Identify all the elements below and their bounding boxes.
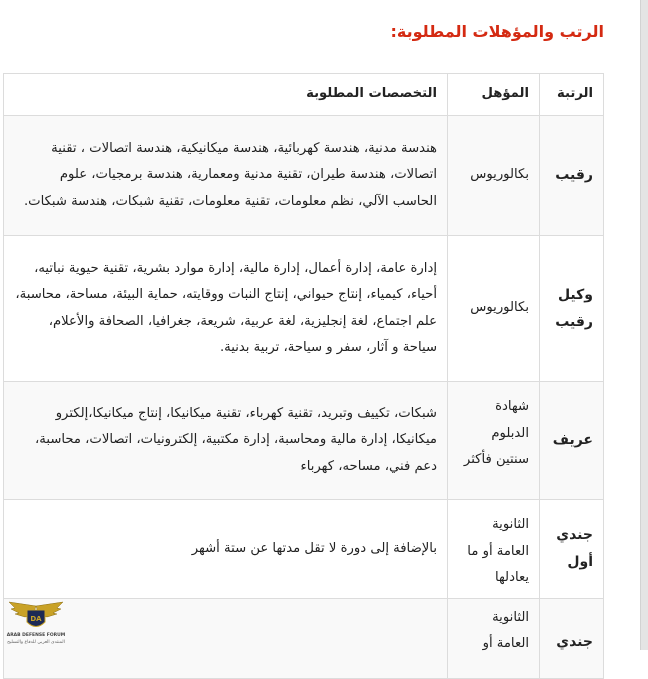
scrollbar-track[interactable]: [640, 0, 648, 650]
section-heading: الرتب والمؤهلات المطلوبة:: [390, 22, 604, 41]
specializations-cell: هندسة مدنية، هندسة كهربائية، هندسة ميكانيكية، هندسة اتصالات ، تقنية اتصالات، هندسة طيران، تقنية مدنية ومعمارية، هندسة برمجيات، علوم الحاسب الآلي، نظم معلومات، تقنية معلومات، تقنية شبكات، هندسة شبكات.: [4, 116, 448, 236]
header-rank: الرتبة: [540, 74, 604, 116]
table-row: [4, 382, 604, 500]
qualification-cell: الثانوية العامة أو: [448, 598, 540, 678]
qualification-cell: بكالوريوس: [448, 236, 540, 382]
table-row: [4, 236, 604, 382]
specializations-cell: شبكات، تكييف وتبريد، تقنية كهرباء، تقنية ميكانيكا، إنتاج ميكانيكا،إلكترو ميكانيكا، إدارة مالية ومحاسبة، إدارة مكتبية، إلكترونيات، اتصالات، محاسبة، دعم فني، مساحه، كهرباء: [4, 382, 448, 500]
table-row: [4, 500, 604, 599]
rank-cell: وكيل رقيب: [540, 236, 604, 382]
header-qualification: المؤهل: [448, 74, 540, 116]
rank-cell: عريف: [540, 382, 604, 500]
watermark-tagline: المنتدى العربي للدفاع والتسليح: [7, 640, 65, 645]
rank-cell: جندي أول: [540, 500, 604, 599]
table-row: [4, 116, 604, 236]
table-header-row: [4, 74, 604, 116]
table-row: [4, 598, 604, 678]
emblem-letters: DA: [30, 615, 42, 623]
watermark-name: ARAB DEFENSE FORUM: [6, 633, 66, 638]
eagle-wings-icon: [5, 600, 67, 634]
header-specializations: التخصصات المطلوبة: [4, 74, 448, 116]
qualification-cell: شهادة الدبلوم سنتين فأكثر: [448, 382, 540, 500]
rank-cell: جندي: [540, 598, 604, 678]
qualification-cell: بكالوريوس: [448, 116, 540, 236]
specializations-cell: إدارة عامة، إدارة أعمال، إدارة مالية، إدارة موارد بشرية، تقنية حيوية نباتيه، أحياء، كيمياء، إنتاج حيواني، إنتاج النبات ووقايته، حماية البيئة، مساحة، محاسبة، علم اجتماع، لغة إنجليزية، لغة عربية، شريعة، جغرافيا، الصحافة والأعلام، سياحة و آثار، سفر و سياحة، تربية بدنية.: [4, 236, 448, 382]
rank-cell: رقيب: [540, 116, 604, 236]
ranks-table: [3, 73, 604, 679]
specializations-cell: [4, 598, 448, 678]
qualification-cell: الثانوية العامة أو ما يعادلها: [448, 500, 540, 599]
specializations-cell: بالإضافة إلى دورة لا تقل مدتها عن ستة أشهر: [4, 500, 448, 599]
watermark-logo: [5, 600, 67, 652]
